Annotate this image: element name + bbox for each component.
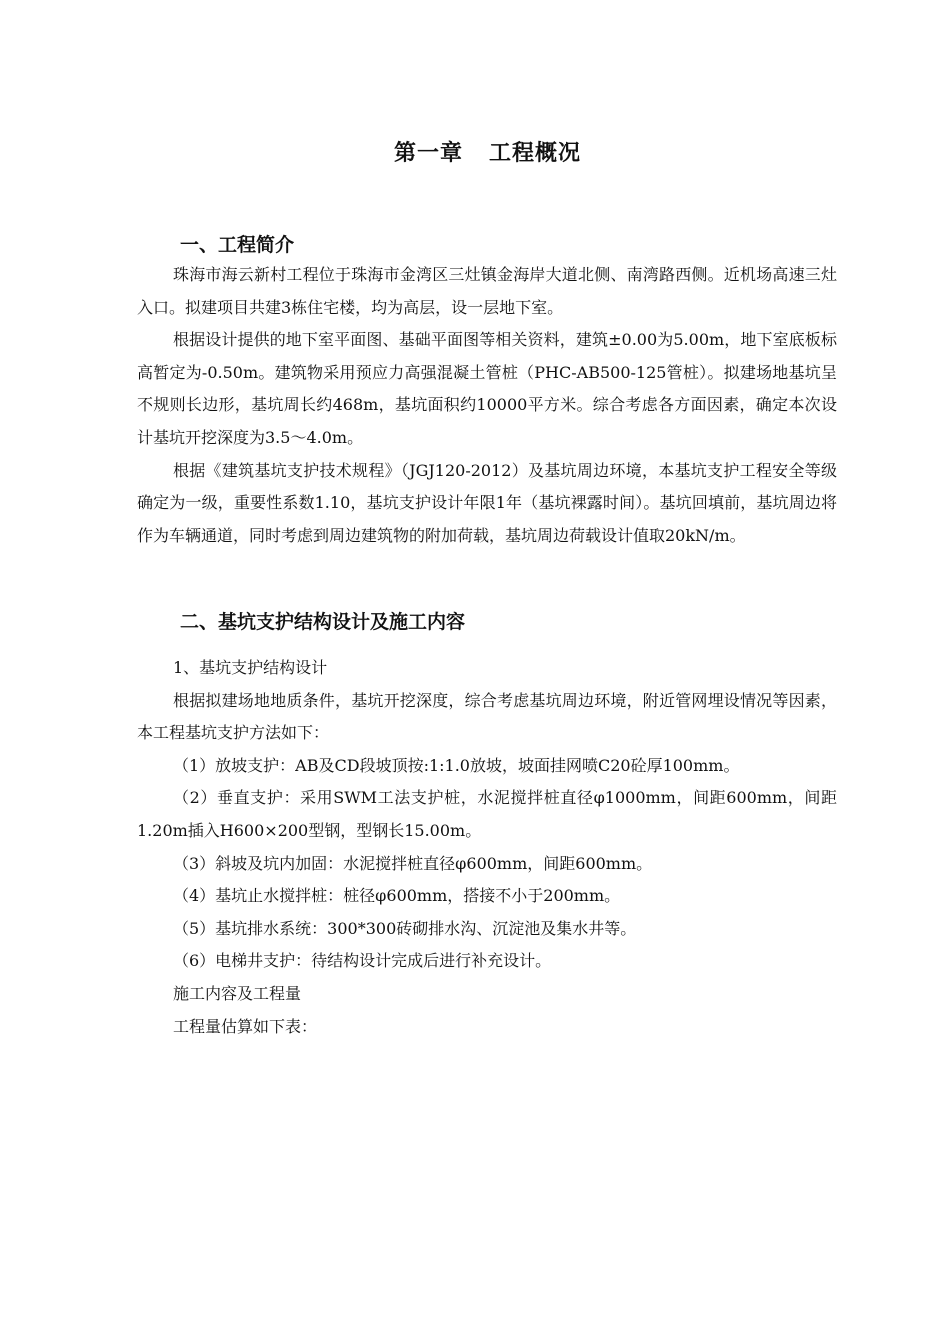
list-item: （2）垂直支护：采用SWM工法支护桩，水泥搅拌桩直径φ1000mm，间距600mm，间距1.20m插入H600×200型钢，型钢长15.00m。 xyxy=(137,788,837,840)
chapter-name: 工程概况 xyxy=(489,141,582,166)
paragraph: 施工内容及工程量 xyxy=(173,983,302,1003)
section-heading-support-design: 二、基坑支护结构设计及施工内容 xyxy=(180,611,466,633)
paragraph: 工程量估算如下表： xyxy=(173,1016,318,1036)
paragraph: 珠海市海云新村工程位于珠海市金湾区三灶镇金海岸大道北侧、南湾路西侧。近机场高速三灶入口。拟建项目共建3栋住宅楼，均为高层，设一层地下室。 xyxy=(137,265,837,317)
list-item: （3）斜坡及坑内加固：水泥搅拌桩直径φ600mm，间距600mm。 xyxy=(173,853,653,873)
section-support-body xyxy=(137,652,837,1043)
paragraph: 根据《建筑基坑支护技术规程》（JGJ120-2012）及基坑周边环境，本基坑支护工程安全等级确定为一级，重要性系数1.10，基坑支护设计年限1年（基坑裸露时间）。基坑回填前，基坑周边将作为车辆通道，同时考虑到周边建筑物的附加荷载，基坑周边荷载设计值取20kN/m。 xyxy=(137,460,837,545)
chapter-number: 第一章 xyxy=(393,141,463,166)
list-item: （5）基坑排水系统：300*300砖砌排水沟、沉淀池及集水井等。 xyxy=(173,918,637,938)
subheading: 1、基坑支护结构设计 xyxy=(173,658,328,677)
paragraph: 根据拟建场地地质条件，基坑开挖深度，综合考虑基坑周边环境，附近管网埋设情况等因素，本工程基坑支护方法如下： xyxy=(137,690,837,743)
list-item: （4）基坑止水搅拌桩：桩径φ600mm，搭接不小于200mm。 xyxy=(173,886,621,906)
chapter-title xyxy=(0,136,950,167)
paragraph: 根据设计提供的地下室平面图、基础平面图等相关资料，建筑±0.00为5.00m，地下室底板标高暂定为-0.50m。建筑物采用预应力高强混凝土管桩（PHC-AB500-125管桩）。拟建场地基坑呈不规则长边形，基坑周长约468m，基坑面积约10000平方米。综合考虑各方面因素，确定本次设计基坑开挖深度为3.5～4.0m。 xyxy=(137,330,837,447)
list-item: （1）放坡支护：AB及CD段坡顶按:1:1.0放坡，坡面挂网喷C20砼厚100mm。 xyxy=(173,755,740,775)
list-item: （6）电梯井支护：待结构设计完成后进行补充设计。 xyxy=(173,951,552,971)
section-heading-overview: 一、工程简介 xyxy=(180,234,295,256)
section-overview-body xyxy=(137,259,837,552)
